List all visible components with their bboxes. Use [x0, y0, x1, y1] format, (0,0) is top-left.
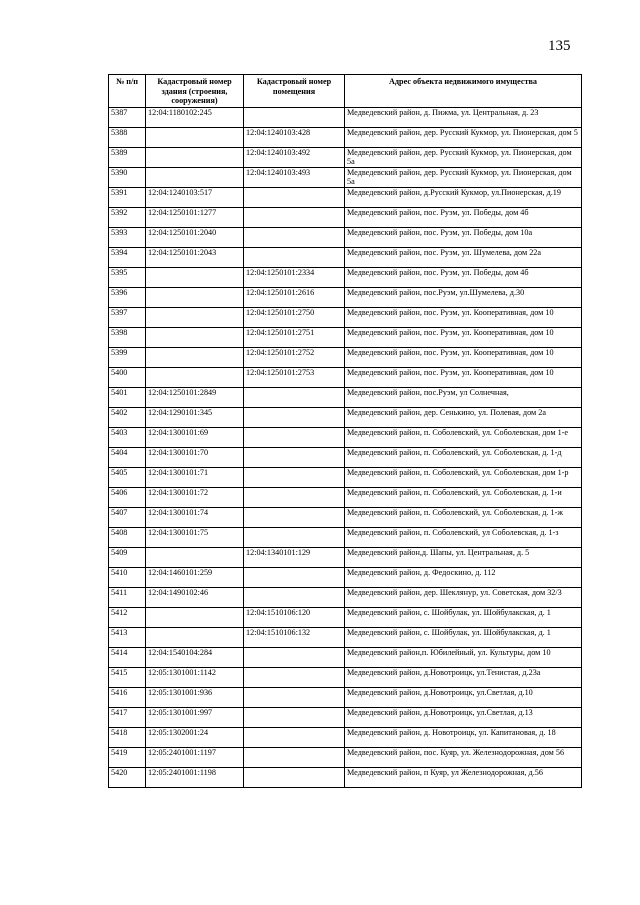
cell-address: Медведевский район, д.Новотроицк, ул.Тенистая, д.23а [345, 667, 582, 687]
table-row [109, 547, 582, 567]
cell-num: 5403 [109, 427, 146, 447]
cell-building: 12:04:1300101:71 [146, 467, 244, 487]
cell-room [244, 487, 345, 507]
cell-building: 12:04:1300101:75 [146, 527, 244, 547]
cell-building: 12:04:1180102:245 [146, 107, 244, 127]
cell-building: 12:04:1250101:2849 [146, 387, 244, 407]
cell-building [146, 627, 244, 647]
table-row [109, 467, 582, 487]
table-row [109, 427, 582, 447]
cell-building: 12:04:1490102:46 [146, 587, 244, 607]
cell-num: 5388 [109, 127, 146, 147]
cell-num: 5410 [109, 567, 146, 587]
cell-building: 12:05:2401001:1198 [146, 767, 244, 787]
table-row [109, 487, 582, 507]
cell-address: Медведевский район, пос. Руэм, ул. Победы, дом 4б [345, 267, 582, 287]
cell-address: Медведевский район, п. Соболевский, ул. Соболевская, д. 1-ж [345, 507, 582, 527]
cell-room [244, 567, 345, 587]
cell-address: Медведевский район, пос. Руэм, ул. Шумелева, дом 22а [345, 247, 582, 267]
cell-room [244, 447, 345, 467]
cell-num: 5400 [109, 367, 146, 387]
cell-address: Медведевский район, пос. Руэм, ул. Кооперативная, дом 10 [345, 367, 582, 387]
cell-building: 12:04:1240103:517 [146, 187, 244, 207]
cell-address: Медведевский район, пос. Руэм, ул. Кооперативная, дом 10 [345, 347, 582, 367]
cell-room [244, 507, 345, 527]
cell-room [244, 467, 345, 487]
cell-address: Медведевский район,п. Юбилейный, ул. Культуры, дом 10 [345, 647, 582, 667]
cell-address: Медведевский район,д. Шапы, ул. Центральная, д. 5 [345, 547, 582, 567]
cell-room [244, 667, 345, 687]
cell-address: Медведевский район, д. Федоскино, д. 112 [345, 567, 582, 587]
cell-room: 12:04:1250101:2752 [244, 347, 345, 367]
table-row [109, 647, 582, 667]
cell-building: 12:04:1300101:69 [146, 427, 244, 447]
cell-room [244, 427, 345, 447]
table-row [109, 187, 582, 207]
cell-building: 12:04:1250101:2040 [146, 227, 244, 247]
cell-num: 5418 [109, 727, 146, 747]
cell-room [244, 387, 345, 407]
table-row [109, 507, 582, 527]
cell-room [244, 527, 345, 547]
cell-address: Медведевский район, дер. Русский Кукмор, ул. Пионерская, дом 5а [345, 147, 582, 167]
table-row [109, 307, 582, 327]
cell-building [146, 607, 244, 627]
table-row [109, 587, 582, 607]
cell-address: Медведевский район, пос.Руэм, ул Солнечная, [345, 387, 582, 407]
cell-num: 5406 [109, 487, 146, 507]
cell-room [244, 407, 345, 427]
cell-address: Медведевский район, д. Пижма, ул. Центральная, д. 23 [345, 107, 582, 127]
table-row [109, 367, 582, 387]
cell-building: 12:05:1301001:1142 [146, 667, 244, 687]
cell-num: 5404 [109, 447, 146, 467]
cell-building [146, 307, 244, 327]
cell-num: 5394 [109, 247, 146, 267]
table-row [109, 287, 582, 307]
table-row [109, 207, 582, 227]
cell-num: 5411 [109, 587, 146, 607]
cell-building [146, 327, 244, 347]
cell-room: 12:04:1340101:129 [244, 547, 345, 567]
table-row [109, 667, 582, 687]
cell-room [244, 107, 345, 127]
cell-num: 5415 [109, 667, 146, 687]
table-row [109, 167, 582, 187]
cell-building: 12:04:1300101:74 [146, 507, 244, 527]
cell-building: 12:05:1302001:24 [146, 727, 244, 747]
table-row [109, 567, 582, 587]
cell-address: Медведевский район, п. Соболевский, ул. Соболевская, дом 1-р [345, 467, 582, 487]
table-row [109, 387, 582, 407]
cell-num: 5420 [109, 767, 146, 787]
table-row [109, 707, 582, 727]
table-row [109, 407, 582, 427]
header-building: Кадастровый номер здания (строения, сооружения) [146, 75, 244, 108]
cell-num: 5397 [109, 307, 146, 327]
cell-num: 5389 [109, 147, 146, 167]
cell-num: 5387 [109, 107, 146, 127]
cell-num: 5392 [109, 207, 146, 227]
cell-room [244, 767, 345, 787]
table-row [109, 447, 582, 467]
table-row [109, 627, 582, 647]
cell-building: 12:04:1300101:72 [146, 487, 244, 507]
cell-num: 5416 [109, 687, 146, 707]
cell-building [146, 127, 244, 147]
table-body [109, 107, 582, 787]
cell-building: 12:04:1460101:259 [146, 567, 244, 587]
cell-address: Медведевский район, с. Шойбулак, ул. Шойбулакская, д. 1 [345, 627, 582, 647]
cell-room [244, 207, 345, 227]
cell-address: Медведевский район, п. Соболевский, ул. Соболевская, д. 1-д [345, 447, 582, 467]
cell-room [244, 707, 345, 727]
cell-room [244, 587, 345, 607]
cell-num: 5401 [109, 387, 146, 407]
cell-room: 12:04:1250101:2751 [244, 327, 345, 347]
table-row [109, 687, 582, 707]
cell-building: 12:05:1301001:997 [146, 707, 244, 727]
cell-address: Медведевский район, д.Новотроицк, ул.Светлая, д.10 [345, 687, 582, 707]
table-row [109, 107, 582, 127]
cell-room: 12:04:1250101:2616 [244, 287, 345, 307]
cell-building [146, 267, 244, 287]
cell-building [146, 367, 244, 387]
cell-address: Медведевский район, пос. Руэм, ул. Кооперативная, дом 10 [345, 327, 582, 347]
header-room: Кадастровый номер помещения [244, 75, 345, 108]
cell-building [146, 347, 244, 367]
cell-room: 12:04:1240103:493 [244, 167, 345, 187]
cell-address: Медведевский район, д.Русский Кукмор, ул.Пионерская, д.19 [345, 187, 582, 207]
cell-num: 5408 [109, 527, 146, 547]
cell-address: Медведевский район, пос. Руэм, ул. Победы, дом 4б [345, 207, 582, 227]
cell-building: 12:04:1540104:284 [146, 647, 244, 667]
cell-num: 5399 [109, 347, 146, 367]
cell-building [146, 287, 244, 307]
cell-num: 5409 [109, 547, 146, 567]
cell-address: Медведевский район, д. Новотроицк, ул. Капитановая, д. 18 [345, 727, 582, 747]
cell-building: 12:05:2401001:1197 [146, 747, 244, 767]
cell-room: 12:04:1510106:120 [244, 607, 345, 627]
cell-address: Медведевский район, п Куяр, ул Железнодорожная, д.56 [345, 767, 582, 787]
cell-address: Медведевский район, дер. Сенькино, ул. Полевая, дом 2а [345, 407, 582, 427]
cell-building: 12:04:1250101:1277 [146, 207, 244, 227]
cell-num: 5391 [109, 187, 146, 207]
table-row [109, 527, 582, 547]
table-row [109, 747, 582, 767]
cell-num: 5398 [109, 327, 146, 347]
cell-room: 12:04:1240103:492 [244, 147, 345, 167]
cell-room [244, 747, 345, 767]
table-row [109, 347, 582, 367]
table-row [109, 147, 582, 167]
cell-address: Медведевский район, п. Соболевский, ул. Соболевская, дом 1-е [345, 427, 582, 447]
cell-num: 5412 [109, 607, 146, 627]
cell-num: 5414 [109, 647, 146, 667]
cell-address: Медведевский район, п. Соболевский, ул Соболевская, д. 1-з [345, 527, 582, 547]
cell-num: 5405 [109, 467, 146, 487]
cell-num: 5402 [109, 407, 146, 427]
table-row [109, 327, 582, 347]
cell-room [244, 687, 345, 707]
cell-address: Медведевский район, пос.Руэм, ул.Шумелева, д.30 [345, 287, 582, 307]
cell-address: Медведевский район, д.Новотроицк, ул.Светлая, д.13 [345, 707, 582, 727]
cell-building [146, 547, 244, 567]
table-row [109, 607, 582, 627]
cell-num: 5396 [109, 287, 146, 307]
cadastral-table [108, 74, 582, 788]
cell-room [244, 727, 345, 747]
page-number: 135 [548, 38, 571, 54]
cell-room: 12:04:1240103:428 [244, 127, 345, 147]
table-row [109, 267, 582, 287]
cell-building: 12:04:1290101:345 [146, 407, 244, 427]
cell-room [244, 227, 345, 247]
cell-building [146, 147, 244, 167]
cell-num: 5395 [109, 267, 146, 287]
cell-room: 12:04:1250101:2753 [244, 367, 345, 387]
cell-building: 12:04:1300101:70 [146, 447, 244, 467]
table-row [109, 127, 582, 147]
cell-room [244, 187, 345, 207]
cell-building: 12:05:1301001:936 [146, 687, 244, 707]
cell-building [146, 167, 244, 187]
header-address: Адрес объекта недвижимого имущества [345, 75, 582, 108]
header-num: № п/п [109, 75, 146, 108]
table-row [109, 727, 582, 747]
cell-address: Медведевский район, п. Соболевский, ул. Соболевская, д. 1-и [345, 487, 582, 507]
cell-room: 12:04:1250101:2750 [244, 307, 345, 327]
cell-address: Медведевский район, пос. Руэм, ул. Победы, дом 10а [345, 227, 582, 247]
cell-num: 5419 [109, 747, 146, 767]
cell-num: 5413 [109, 627, 146, 647]
cell-room [244, 247, 345, 267]
cell-num: 5393 [109, 227, 146, 247]
cell-num: 5417 [109, 707, 146, 727]
cell-address: Медведевский район, дер. Шеклянур, ул. Советская, дом 32/3 [345, 587, 582, 607]
cell-address: Медведевский район, с. Шойбулак, ул. Шойбулакская, д. 1 [345, 607, 582, 627]
cell-room: 12:04:1250101:2334 [244, 267, 345, 287]
cell-building: 12:04:1250101:2043 [146, 247, 244, 267]
table-row [109, 227, 582, 247]
cell-address: Медведевский район, пос. Руэм, ул. Кооперативная, дом 10 [345, 307, 582, 327]
cell-num: 5390 [109, 167, 146, 187]
cell-address: Медведевский район, дер. Русский Кукмор, ул. Пионерская, дом 5а [345, 167, 582, 187]
cell-room [244, 647, 345, 667]
cell-room: 12:04:1510106:132 [244, 627, 345, 647]
table-header-row [109, 75, 582, 108]
table-row [109, 767, 582, 787]
table-row [109, 247, 582, 267]
cell-num: 5407 [109, 507, 146, 527]
cell-address: Медведевский район, дер. Русский Кукмор, ул. Пионерская, дом 5 [345, 127, 582, 147]
cell-address: Медведевский район, пос. Куяр, ул. Железнодорожная, дом 56 [345, 747, 582, 767]
